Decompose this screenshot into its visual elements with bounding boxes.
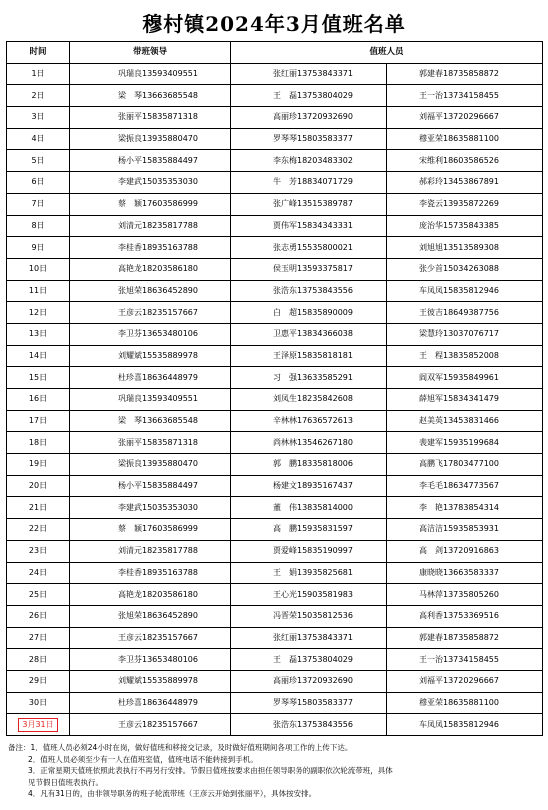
table-row <box>7 454 543 476</box>
duty-date-cell <box>7 128 70 150</box>
duty-date-cell <box>7 172 70 194</box>
duty-date: 16日 <box>28 394 48 404</box>
duty-staff-2: 薛旭军15834341479 <box>387 389 543 411</box>
duty-leader: 李卫芬13653480106 <box>70 649 231 671</box>
duty-staff-2: 李瓷云13935872269 <box>387 193 543 215</box>
duty-staff-1: 王 磊13753804029 <box>231 85 387 107</box>
duty-date-cell <box>7 692 70 714</box>
table-row <box>7 63 543 85</box>
duty-leader: 李桂香18935163788 <box>70 237 231 259</box>
table-row <box>7 432 543 454</box>
duty-date: 2日 <box>31 90 45 100</box>
table-row <box>7 280 543 302</box>
duty-date-cell <box>7 475 70 497</box>
duty-date-cell <box>7 237 70 259</box>
duty-staff-2: 刘福平13720296667 <box>387 107 543 129</box>
duty-staff-2: 穆亚荣18635881100 <box>387 692 543 714</box>
table-row <box>7 497 543 519</box>
duty-staff-1: 王 娟13935825681 <box>231 562 387 584</box>
duty-date: 20日 <box>28 481 48 491</box>
duty-staff-2: 梁慧玲13037076717 <box>387 323 543 345</box>
header-leader: 带班领导 <box>70 42 231 64</box>
duty-date-cell <box>7 280 70 302</box>
duty-date-cell <box>7 150 70 172</box>
table-row <box>7 237 543 259</box>
duty-staff-1: 张浩东13753843556 <box>231 280 387 302</box>
duty-staff-2: 李 艳13783854314 <box>387 497 543 519</box>
duty-leader: 梁 琴13663685548 <box>70 85 231 107</box>
duty-staff-1: 李东梅18203483302 <box>231 150 387 172</box>
duty-staff-2: 穆亚荣18635881100 <box>387 128 543 150</box>
duty-staff-2: 庞治华15735843385 <box>387 215 543 237</box>
table-row <box>7 670 543 692</box>
duty-leader: 杨小平15835884497 <box>70 475 231 497</box>
duty-staff-2: 赵美英13453831466 <box>387 410 543 432</box>
duty-leader: 张丽平15835871318 <box>70 432 231 454</box>
table-row <box>7 302 543 324</box>
note-line-5: 4．凡有31日的，由非领导职务的班子轮流带班（王彦云开始到张丽平），具体按安排。 <box>28 789 317 798</box>
note-line-4: 见节假日值班表执行。 <box>28 777 103 787</box>
table-row <box>7 389 543 411</box>
table-row <box>7 692 543 714</box>
duty-staff-1: 张志勇15535800021 <box>231 237 387 259</box>
duty-staff-1: 张红丽13753843371 <box>231 627 387 649</box>
duty-date-cell <box>7 497 70 519</box>
table-row <box>7 172 543 194</box>
duty-date-cell <box>7 432 70 454</box>
duty-date: 15日 <box>28 372 48 382</box>
duty-date-cell <box>7 345 70 367</box>
duty-date-cell <box>7 584 70 606</box>
table-row <box>7 215 543 237</box>
duty-staff-1: 白 超15835890009 <box>231 302 387 324</box>
table-row <box>7 367 543 389</box>
duty-leader: 杨小平15835884497 <box>70 150 231 172</box>
table-row <box>7 107 543 129</box>
table-row <box>7 345 543 367</box>
duty-leader: 高艳龙18203586180 <box>70 584 231 606</box>
duty-date: 19日 <box>28 459 48 469</box>
duty-staff-2: 阎双军15935849961 <box>387 367 543 389</box>
duty-date: 25日 <box>28 589 48 599</box>
duty-staff-2: 宋维利18603586526 <box>387 150 543 172</box>
duty-leader: 巩瑞良13593409551 <box>70 389 231 411</box>
duty-leader: 李建武15035353030 <box>70 497 231 519</box>
duty-date: 7日 <box>31 199 45 209</box>
duty-date: 11日 <box>28 285 48 295</box>
duty-staff-1: 张浩东13753843556 <box>231 714 387 736</box>
duty-date: 10日 <box>28 264 48 274</box>
duty-date-cell <box>7 107 70 129</box>
duty-date-cell <box>7 367 70 389</box>
table-row <box>7 323 543 345</box>
duty-staff-2: 张少首15034263088 <box>387 258 543 280</box>
page-title: 穆村镇2024年3月值班名单 <box>142 12 406 36</box>
duty-leader: 李卫芬13653480106 <box>70 323 231 345</box>
duty-staff-2: 郭建春18735858872 <box>387 63 543 85</box>
duty-leader: 杜珍喜18636448979 <box>70 692 231 714</box>
table-row <box>7 410 543 432</box>
duty-date-cell <box>7 215 70 237</box>
duty-date: 1日 <box>31 69 45 79</box>
duty-date: 6日 <box>31 177 45 187</box>
duty-date-cell <box>7 258 70 280</box>
duty-date: 30日 <box>28 697 48 707</box>
duty-staff-1: 高丽珍13720932690 <box>231 670 387 692</box>
duty-leader: 张旭荣18636452890 <box>70 280 231 302</box>
table-row <box>7 150 543 172</box>
duty-date: 17日 <box>28 416 48 426</box>
duty-leader: 梁 琴13663685548 <box>70 410 231 432</box>
duty-date: 3日 <box>31 112 45 122</box>
duty-leader: 蔡 颖17603586999 <box>70 519 231 541</box>
duty-date-cell <box>7 410 70 432</box>
duty-staff-1: 张广峰13515389787 <box>231 193 387 215</box>
duty-staff-2: 裴建军15935199684 <box>387 432 543 454</box>
duty-staff-2: 李毛毛18634773567 <box>387 475 543 497</box>
duty-date: 9日 <box>31 242 45 252</box>
duty-date-cell <box>7 323 70 345</box>
duty-date-cell <box>7 85 70 107</box>
duty-staff-1: 贾伟军15834343331 <box>231 215 387 237</box>
table-row <box>7 85 543 107</box>
note-line-2: 2．值班人员必须至少有一人在值班室值，值班电话不能转接到手机。 <box>28 754 258 764</box>
table-header-row <box>7 42 543 64</box>
duty-leader: 梁振良13935880470 <box>70 454 231 476</box>
duty-staff-1: 杨建文18935167437 <box>231 475 387 497</box>
header-staff: 值班人员 <box>231 42 543 64</box>
duty-date: 18日 <box>28 437 48 447</box>
duty-staff-1: 高丽珍13720932690 <box>231 107 387 129</box>
duty-date: 12日 <box>28 307 48 317</box>
duty-staff-2: 刘福平13720296667 <box>387 670 543 692</box>
duty-date-cell <box>7 670 70 692</box>
duty-date: 5日 <box>31 155 45 165</box>
duty-staff-2: 王一治13734158455 <box>387 649 543 671</box>
duty-staff-2: 高利香13753369516 <box>387 605 543 627</box>
duty-date-cell <box>7 519 70 541</box>
table-row <box>7 584 543 606</box>
duty-date-cell <box>7 562 70 584</box>
duty-date: 3月31日 <box>18 718 57 732</box>
duty-date: 27日 <box>28 632 48 642</box>
duty-date: 14日 <box>28 350 48 360</box>
duty-table <box>6 41 543 736</box>
duty-staff-2: 高 剑13720916863 <box>387 540 543 562</box>
duty-leader: 张旭荣18636452890 <box>70 605 231 627</box>
duty-leader: 张丽平15835871318 <box>70 107 231 129</box>
duty-staff-1: 董 伟13835814000 <box>231 497 387 519</box>
duty-staff-1: 冯晋荣15035812536 <box>231 605 387 627</box>
duty-staff-1: 罗琴琴15803583377 <box>231 692 387 714</box>
table-row <box>7 714 543 736</box>
duty-staff-1: 郭 鹏18335818006 <box>231 454 387 476</box>
duty-staff-2: 刘旭旭13513589308 <box>387 237 543 259</box>
duty-staff-1: 王 磊13753804029 <box>231 649 387 671</box>
table-row <box>7 540 543 562</box>
table-row <box>7 128 543 150</box>
duty-leader: 杜珍喜18636448979 <box>70 367 231 389</box>
duty-leader: 刘清元18235817788 <box>70 215 231 237</box>
duty-date-cell <box>7 454 70 476</box>
duty-staff-1: 张红丽13753843371 <box>231 63 387 85</box>
duty-date-cell <box>7 389 70 411</box>
duty-date: 22日 <box>28 524 48 534</box>
duty-staff-2: 康晓晓13663583337 <box>387 562 543 584</box>
duty-leader: 刘耀斌15535889978 <box>70 670 231 692</box>
duty-date-cell <box>7 714 70 736</box>
duty-staff-2: 郭建春18735858872 <box>387 627 543 649</box>
duty-leader: 李桂香18935163788 <box>70 562 231 584</box>
duty-staff-2: 王一治13734158455 <box>387 85 543 107</box>
duty-leader: 刘清元18235817788 <box>70 540 231 562</box>
duty-staff-1: 习 强13633585291 <box>231 367 387 389</box>
duty-staff-1: 罗琴琴15803583377 <box>231 128 387 150</box>
table-row <box>7 519 543 541</box>
duty-staff-2: 高洁洁15935853931 <box>387 519 543 541</box>
duty-leader: 高艳龙18203586180 <box>70 258 231 280</box>
duty-staff-1: 王泽原15835818181 <box>231 345 387 367</box>
table-row <box>7 475 543 497</box>
duty-date-cell <box>7 627 70 649</box>
duty-date-cell <box>7 649 70 671</box>
duty-table-body <box>7 63 543 735</box>
note-line-1: 备注：1．值班人员必须24小时在岗，做好值班和移接交记录，及时做好值班期间各项工作的上传下达。 <box>8 743 353 752</box>
duty-leader: 梁振良13935880470 <box>70 128 231 150</box>
duty-date: 29日 <box>28 676 48 686</box>
table-row <box>7 562 543 584</box>
duty-leader: 刘耀斌15535889978 <box>70 345 231 367</box>
duty-leader: 王彦云18235157667 <box>70 302 231 324</box>
duty-leader: 蔡 颖17603586999 <box>70 193 231 215</box>
duty-date: 4日 <box>31 134 45 144</box>
duty-leader: 王彦云18235157667 <box>70 627 231 649</box>
duty-date: 13日 <box>28 329 48 339</box>
duty-date: 8日 <box>31 220 45 230</box>
table-row <box>7 627 543 649</box>
duty-staff-1: 刘凤生18235842608 <box>231 389 387 411</box>
duty-date-cell <box>7 63 70 85</box>
table-row <box>7 649 543 671</box>
note-line-3: 3．正常星期天值班依照此表执行不再另行安排。节假日值班按要求由担任领导职务的副职依次轮流带班，具体 <box>28 766 393 775</box>
duty-staff-2: 马林萍13735805260 <box>387 584 543 606</box>
duty-date-cell <box>7 605 70 627</box>
duty-date-cell <box>7 302 70 324</box>
duty-leader: 王彦云18235157667 <box>70 714 231 736</box>
notes-section <box>8 742 544 800</box>
duty-staff-1: 卫惠平13834366038 <box>231 323 387 345</box>
duty-leader: 巩瑞良13593409551 <box>70 63 231 85</box>
duty-staff-2: 车凤凤15835812946 <box>387 714 543 736</box>
duty-staff-1: 王心光15903581983 <box>231 584 387 606</box>
duty-date: 21日 <box>28 502 48 512</box>
duty-date: 23日 <box>28 546 48 556</box>
duty-staff-2: 郝彩玲13453867891 <box>387 172 543 194</box>
duty-staff-2: 高鹏飞17803477100 <box>387 454 543 476</box>
header-date: 时间 <box>7 42 70 64</box>
duty-staff-2: 王彼吉18649387756 <box>387 302 543 324</box>
duty-staff-1: 辛林林17636572613 <box>231 410 387 432</box>
duty-date: 28日 <box>28 654 48 664</box>
table-row <box>7 258 543 280</box>
duty-staff-2: 王 程13835852008 <box>387 345 543 367</box>
duty-date-cell <box>7 540 70 562</box>
duty-staff-1: 侯玉明13593375817 <box>231 258 387 280</box>
duty-staff-1: 贾爱峰15835190997 <box>231 540 387 562</box>
duty-date: 26日 <box>28 611 48 621</box>
duty-staff-1: 尚林林13546267180 <box>231 432 387 454</box>
table-row <box>7 193 543 215</box>
duty-staff-1: 高 鹏15935831597 <box>231 519 387 541</box>
duty-staff-1: 牛 芳18834071729 <box>231 172 387 194</box>
duty-leader: 李建武15035353030 <box>70 172 231 194</box>
duty-date-cell <box>7 193 70 215</box>
duty-date: 24日 <box>28 567 48 577</box>
duty-staff-2: 车凤凤15835812946 <box>387 280 543 302</box>
table-row <box>7 605 543 627</box>
